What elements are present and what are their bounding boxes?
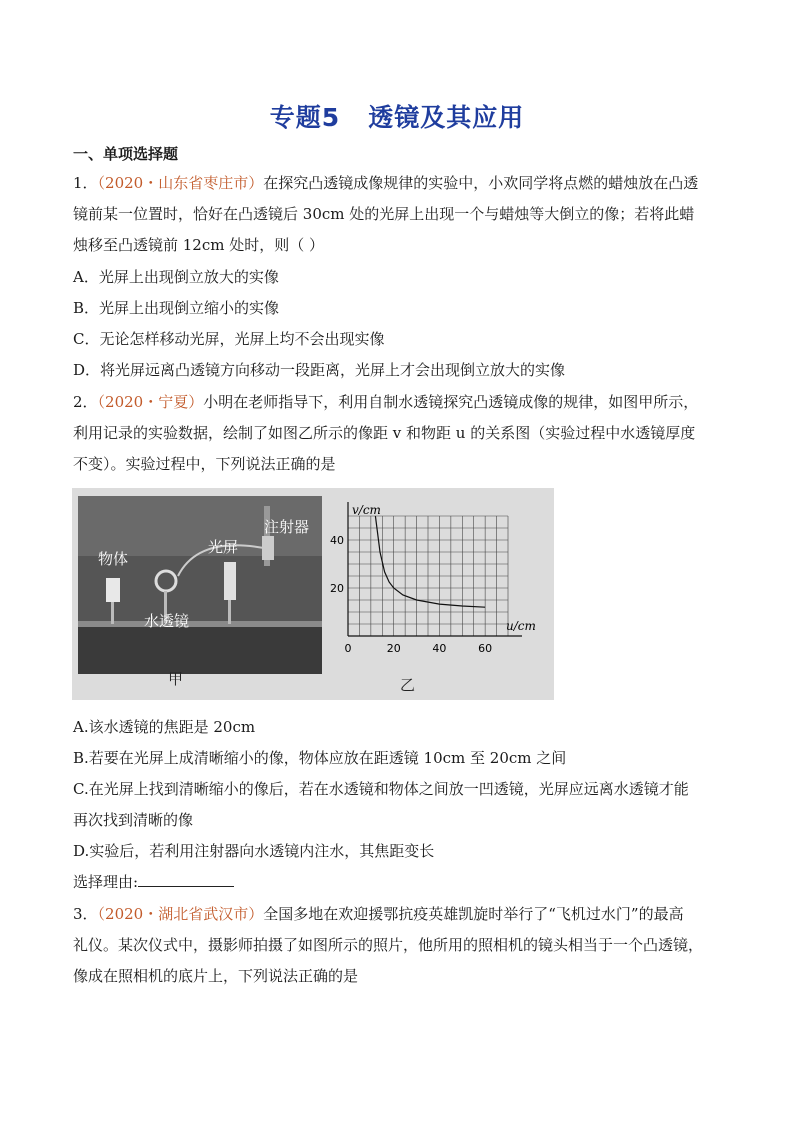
section-heading: 一、单项选择题 [73, 145, 179, 163]
q1-line1: 1．（2020・山东省枣庄市）在探究凸透镜成像规律的实验中，小欢同学将点燃的蜡烛放在凸透 [73, 174, 699, 192]
y-tick-label: 20 [330, 582, 344, 595]
q2-option-c-cont: 再次找到清晰的像 [73, 811, 194, 829]
x-tick-label: 60 [478, 642, 493, 655]
y-axis-label: v/cm [352, 503, 381, 517]
label-screen: 光屏 [208, 538, 239, 556]
experiment-figure [72, 488, 554, 700]
q1-option-d: D．将光屏远离凸透镜方向移动一段距离，光屏上才会出现倒立放大的实像 [73, 361, 566, 379]
q1-option-a: A．光屏上出现倒立放大的实像 [73, 268, 279, 286]
q2-option-a: A.该水透镜的焦距是 20cm [73, 718, 256, 736]
reason-blank [138, 872, 234, 887]
series-line [375, 516, 485, 607]
page-title: 专题5 透镜及其应用 [269, 103, 525, 132]
q3-line3: 像成在照相机的底片上，下列说法正确的是 [73, 967, 359, 985]
experiment-photo [78, 496, 322, 674]
uv-chart [324, 494, 544, 674]
label-syringe: 注射器 [264, 518, 310, 536]
q3-source: （2020・湖北省武汉市） [97, 905, 264, 923]
q1-line3: 烛移至凸透镜前 12cm 处时，则（ ） [73, 236, 325, 254]
x-tick-label: 40 [432, 642, 447, 655]
q3-line2: 礼仪。某次仪式中，摄影师拍摄了如图所示的照片，他所用的照相机的镜头相当于一个凸透镜， [73, 936, 704, 954]
q1-option-c: C．无论怎样移动光屏，光屏上均不会出现实像 [73, 330, 385, 348]
q2-line3: 不变）。实验过程中，下列说法正确的是 [73, 455, 336, 473]
q2-line1: 2．（2020・宁夏）小明在老师指导下，利用自制水透镜探究凸透镜成像的规律，如图甲所示， [73, 393, 699, 411]
caption-yi: 乙 [400, 676, 416, 694]
x-tick-label: 20 [386, 642, 401, 655]
q1-line2: 镜前某一位置时，恰好在凸透镜后 30cm 处的光屏上出现一个与蜡烛等大倒立的像；若将此蜡 [73, 205, 695, 223]
caption-jia: 甲 [168, 670, 184, 688]
x-axis-label: u/cm [506, 619, 536, 633]
q2-source: （2020・宁夏） [97, 393, 204, 411]
label-object: 物体 [98, 550, 129, 568]
y-tick-label: 40 [330, 534, 344, 547]
label-lens: 水透镜 [144, 612, 190, 630]
x-tick-label: 0 [344, 642, 352, 655]
q1-source: （2020・山东省枣庄市） [97, 174, 264, 192]
q1-option-b: B．光屏上出现倒立缩小的实像 [73, 299, 280, 317]
q2-option-c: C.在光屏上找到清晰缩小的像后，若在水透镜和物体之间放一凹透镜，光屏应远离水透镜才能 [73, 780, 689, 798]
q2-reason: 选择理由: [73, 871, 234, 892]
q2-line2: 利用记录的实验数据，绘制了如图乙所示的像距 v 和物距 u 的关系图（实验过程中水透镜厚度 [73, 424, 696, 442]
q3-line1: 3．（2020・湖北省武汉市）全国多地在欢迎援鄂抗疫英雄凯旋时举行了“飞机过水门”的最高 [73, 905, 684, 923]
q2-option-b: B.若要在光屏上成清晰缩小的像，物体应放在距透镜 10cm 至 20cm 之间 [73, 749, 567, 767]
q2-option-d: D.实验后，若利用注射器向水透镜内注水，其焦距变长 [73, 842, 435, 860]
